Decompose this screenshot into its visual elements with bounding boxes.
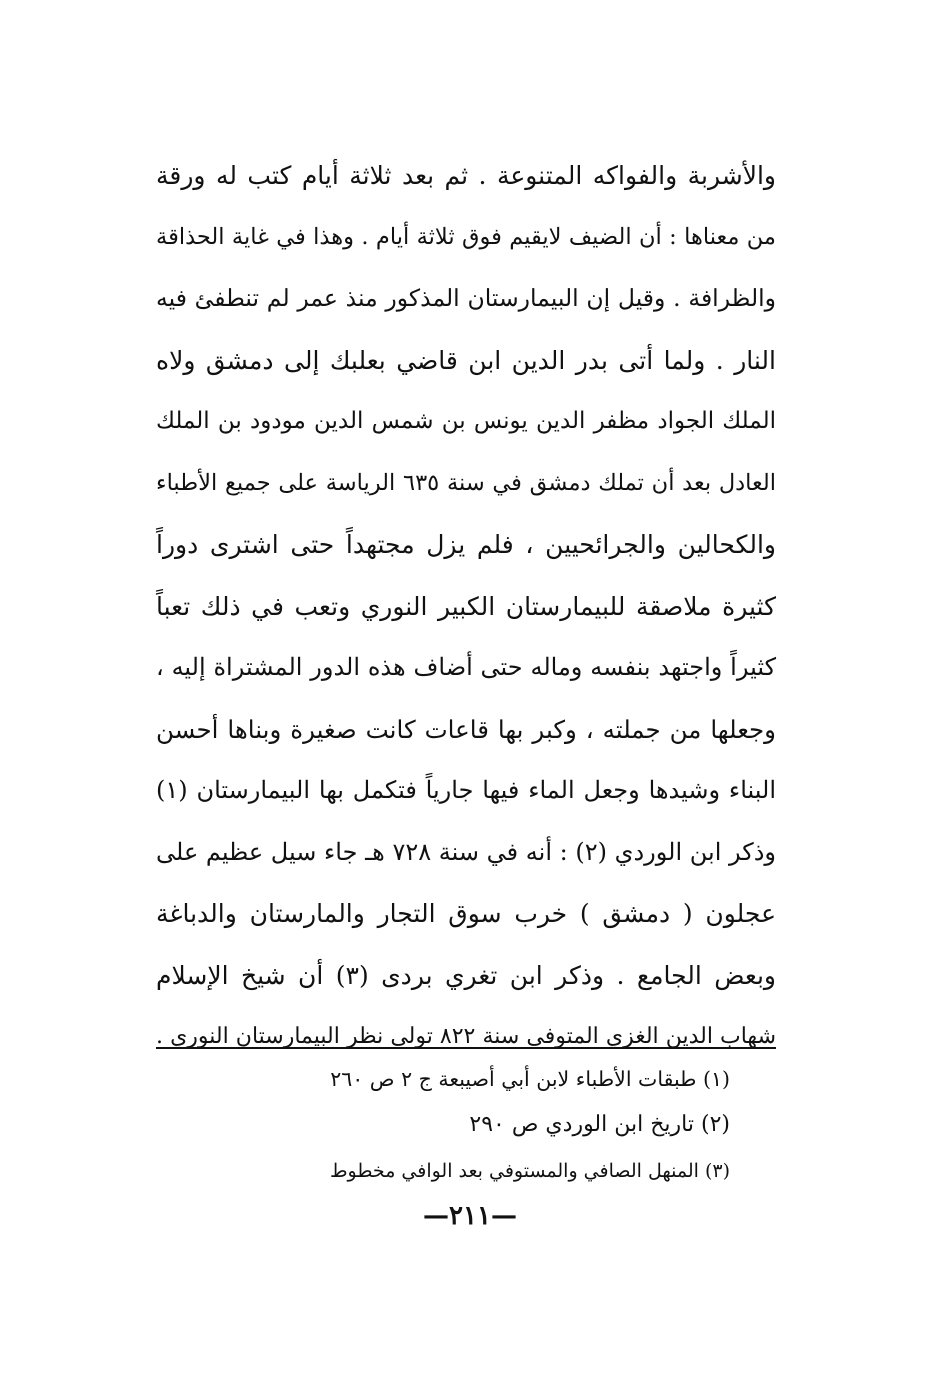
text-line: والكحالين والجرائحيين ، فلم يزل مجتهداً حتى اشترى دوراً [156,530,776,559]
page-number: —٢١١— [423,1201,517,1231]
text-line: وجعلها من جملته ، وكبر بها قاعات كانت صغيرة وبناها أحسن [156,714,776,744]
text-line: وذكر ابن الوردي (٢) : أنه في سنة ٧٢٨ هـ جاء سيل عظيم على [156,837,776,866]
text-line: الملك الجواد مظفر الدين يونس بن شمس الدين مودود بن الملك [156,408,776,434]
main-text-block [156,145,776,1068]
text-line: كثيراً واجتهد بنفسه وماله حتى أضاف هذه الدور المشتراة إليه ، [156,653,776,681]
footnote: (٣) المنهل الصافي والمستوفي بعد الوافي مخطوط [329,1160,730,1182]
footnote: (٢) تاريخ ابن الوردي ص ٢٩٠ [469,1112,730,1137]
text-line: البناء وشيدها وجعل الماء فيها جارياً فتكمل بها البيمارستان (١) [156,776,776,804]
text-line: كثيرة ملاصقة للبيمارستان الكبير النوري وتعب في ذلك تعباً [156,591,776,621]
text-line: وبعض الجامع . وذكر ابن تغري بردى (٣) أن شيخ الإسلام [156,960,776,990]
footnotes-block [330,1056,730,1194]
text-line: من معناها : أن الضيف لايقيم فوق ثلاثة أيام . وهذا في غاية الحذاقة [156,223,776,250]
text-line: والظرافة . وقيل إن البيمارستان المذكور منذ عمر لم تنطفئ فيه [156,284,776,312]
text-line: شهاب الدين الغزي المتوفى سنة ٨٢٢ تولى نظر البيمارستان النوري . [156,1024,776,1049]
text-line: النار . ولما أتى بدر الدين ابن قاضي بعلبك إلى دمشق ولاه [156,345,776,375]
footnote-divider [156,1047,776,1049]
text-line: والأشربة والفواكه المتنوعة . ثم بعد ثلاثة أيام كتب له ورقة [156,161,776,190]
footnote: (١) طبقات الأطباء لابن أبي أصيبعة ج ٢ ص ٢٦٠ [330,1067,730,1091]
text-line: العادل بعد أن تملك دمشق في سنة ٦٣٥ الرياسة على جميع الأطباء [156,469,777,496]
text-line: عجلون ( دمشق ) خرب سوق التجار والمارستان والدباغة [156,899,776,928]
